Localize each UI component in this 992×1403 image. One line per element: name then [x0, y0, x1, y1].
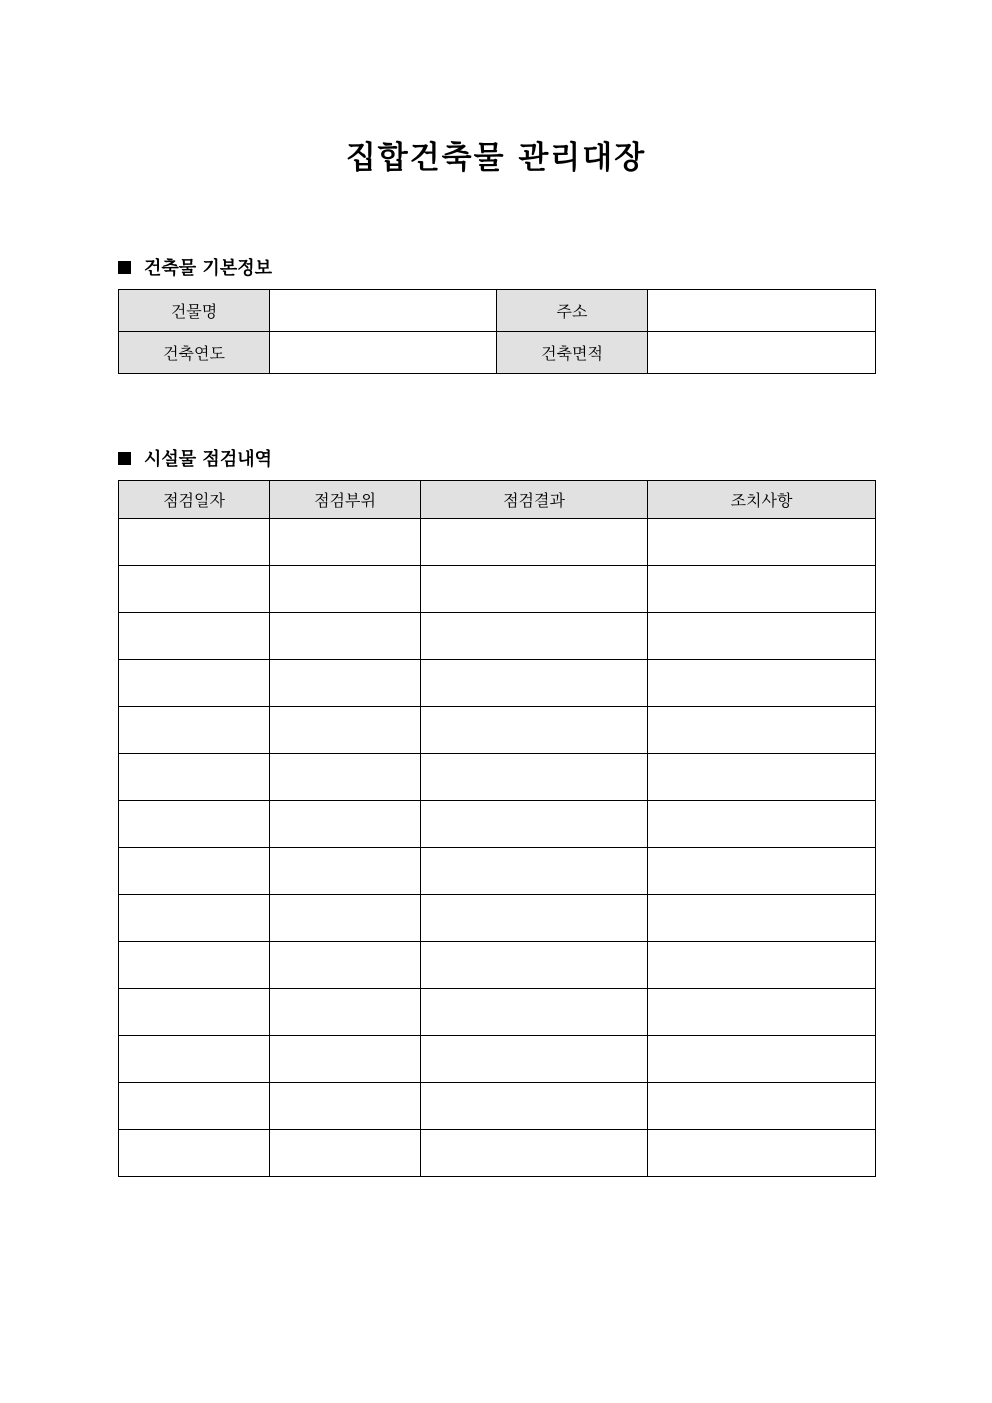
action-taken-cell[interactable] [648, 566, 876, 613]
inspection-date-cell[interactable] [119, 1083, 270, 1130]
action-taken-cell[interactable] [648, 895, 876, 942]
inspection-date-cell[interactable] [119, 801, 270, 848]
inspection-part-cell[interactable] [270, 848, 421, 895]
building-name-field[interactable] [270, 290, 497, 332]
inspection-date-cell[interactable] [119, 989, 270, 1036]
construction-year-label: 건축연도 [119, 332, 270, 374]
table-row [119, 1083, 876, 1130]
action-taken-cell[interactable] [648, 519, 876, 566]
inspection-result-cell[interactable] [421, 519, 648, 566]
inspection-result-cell[interactable] [421, 1036, 648, 1083]
table-row [119, 754, 876, 801]
table-row [119, 801, 876, 848]
inspection-part-cell[interactable] [270, 660, 421, 707]
building-area-field[interactable] [648, 332, 876, 374]
inspection-table [118, 480, 876, 1177]
construction-year-field[interactable] [270, 332, 497, 374]
action-taken-cell[interactable] [648, 989, 876, 1036]
action-taken-cell[interactable] [648, 613, 876, 660]
action-taken-cell[interactable] [648, 1130, 876, 1177]
square-bullet-icon [118, 261, 131, 274]
column-header-inspection-date: 점검일자 [119, 481, 270, 519]
inspection-result-cell[interactable] [421, 848, 648, 895]
table-row [119, 1130, 876, 1177]
inspection-result-cell[interactable] [421, 1083, 648, 1130]
table-row [119, 660, 876, 707]
inspection-part-cell[interactable] [270, 942, 421, 989]
inspection-result-cell[interactable] [421, 942, 648, 989]
inspection-part-cell[interactable] [270, 613, 421, 660]
inspection-part-cell[interactable] [270, 895, 421, 942]
inspection-date-cell[interactable] [119, 1036, 270, 1083]
action-taken-cell[interactable] [648, 942, 876, 989]
action-taken-cell[interactable] [648, 754, 876, 801]
inspection-result-cell[interactable] [421, 895, 648, 942]
inspection-date-cell[interactable] [119, 848, 270, 895]
inspection-part-cell[interactable] [270, 989, 421, 1036]
table-row [119, 1036, 876, 1083]
inspection-result-cell[interactable] [421, 707, 648, 754]
inspection-part-cell[interactable] [270, 566, 421, 613]
action-taken-cell[interactable] [648, 707, 876, 754]
inspection-date-cell[interactable] [119, 1130, 270, 1177]
inspection-date-cell[interactable] [119, 519, 270, 566]
table-row [119, 613, 876, 660]
inspection-date-cell[interactable] [119, 895, 270, 942]
inspection-date-cell[interactable] [119, 613, 270, 660]
table-row [119, 895, 876, 942]
inspection-result-cell[interactable] [421, 660, 648, 707]
table-row [119, 290, 876, 332]
inspection-part-cell[interactable] [270, 1083, 421, 1130]
building-name-label: 건물명 [119, 290, 270, 332]
inspection-part-cell[interactable] [270, 519, 421, 566]
inspection-part-cell[interactable] [270, 1130, 421, 1177]
action-taken-cell[interactable] [648, 1083, 876, 1130]
action-taken-cell[interactable] [648, 848, 876, 895]
table-row [119, 848, 876, 895]
inspection-result-cell[interactable] [421, 989, 648, 1036]
inspection-date-cell[interactable] [119, 660, 270, 707]
section-heading-inspection [118, 445, 272, 471]
action-taken-cell[interactable] [648, 1036, 876, 1083]
table-row [119, 989, 876, 1036]
table-row [119, 566, 876, 613]
building-area-label: 건축면적 [497, 332, 648, 374]
inspection-date-cell[interactable] [119, 566, 270, 613]
table-row [119, 707, 876, 754]
table-row [119, 332, 876, 374]
table-row [119, 942, 876, 989]
table-row [119, 519, 876, 566]
section-heading-label: 건축물 기본정보 [144, 258, 272, 279]
column-header-action-taken: 조치사항 [648, 481, 876, 519]
inspection-part-cell[interactable] [270, 801, 421, 848]
section-heading-label: 시설물 점검내역 [144, 449, 272, 470]
basic-info-table [118, 289, 876, 374]
inspection-part-cell[interactable] [270, 1036, 421, 1083]
address-field[interactable] [648, 290, 876, 332]
document-title: 집합건축물 관리대장 [345, 140, 647, 176]
action-taken-cell[interactable] [648, 801, 876, 848]
action-taken-cell[interactable] [648, 660, 876, 707]
table-header-row [119, 481, 876, 519]
inspection-result-cell[interactable] [421, 566, 648, 613]
inspection-date-cell[interactable] [119, 942, 270, 989]
inspection-result-cell[interactable] [421, 613, 648, 660]
column-header-inspection-result: 점검결과 [421, 481, 648, 519]
inspection-part-cell[interactable] [270, 707, 421, 754]
inspection-date-cell[interactable] [119, 754, 270, 801]
inspection-result-cell[interactable] [421, 1130, 648, 1177]
inspection-date-cell[interactable] [119, 707, 270, 754]
section-heading-basic-info [118, 254, 272, 280]
column-header-inspection-part: 점검부위 [270, 481, 421, 519]
inspection-result-cell[interactable] [421, 754, 648, 801]
address-label: 주소 [497, 290, 648, 332]
inspection-result-cell[interactable] [421, 801, 648, 848]
inspection-part-cell[interactable] [270, 754, 421, 801]
square-bullet-icon [118, 452, 131, 465]
